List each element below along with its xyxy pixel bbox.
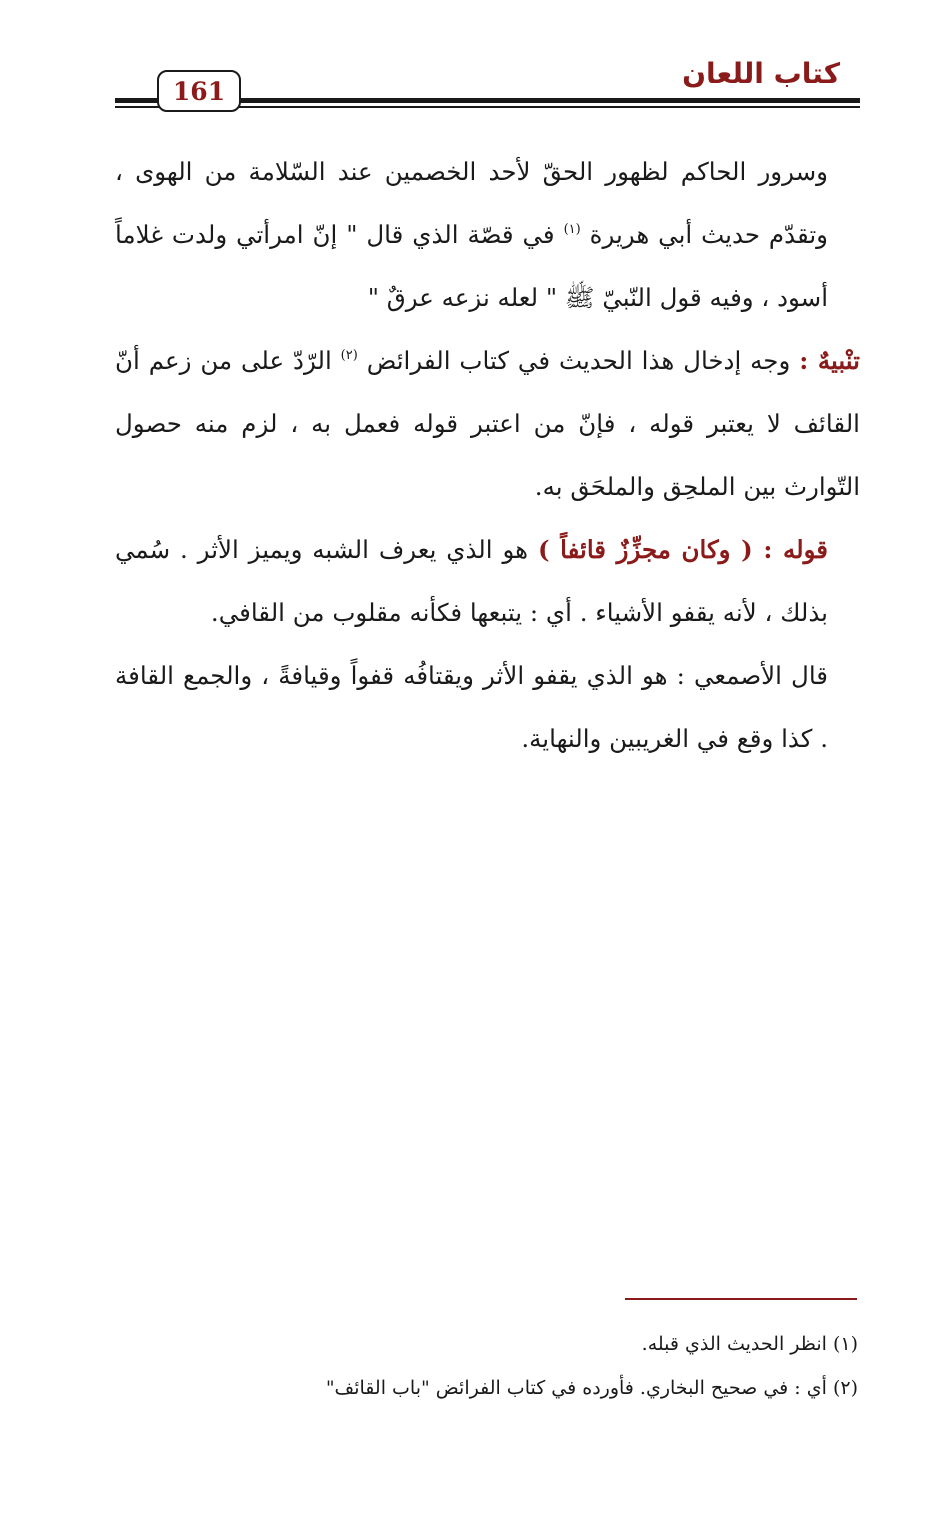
paragraph-1-text: وسرور الحاكم لظهور الحقّ لأحد الخصمين عند السّلامة من الهوى ، وتقدّم حديث أبي هريرة [115,157,828,249]
footnote-ref-1: (١) [563,222,581,237]
paragraph-2 [115,329,860,518]
paragraph-2-text-cont: الرّدّ على من زعم أنّ القائف لا يعتبر قوله ، فإنّ من اعتبر قوله فعمل به ، لزم منه حصول التّوارث بين الملحِق والملحَق به. [115,346,860,501]
paragraph-1-text-cont: في قصّة الذي قال " إنّ امرأتي ولدت غلاماً أسود ، وفيه قول النّبيّ ﷺ " لعله نزعه عرقٌ " [115,220,828,312]
footnote-ref-2: (٢) [340,348,358,363]
footnote-divider [625,1298,857,1300]
paragraph-2-text: وجه إدخال هذا الحديث في كتاب الفرائض [366,346,791,375]
paragraph-1 [115,140,860,329]
page-number: 161 [157,70,241,112]
footnotes [115,1322,858,1410]
paragraph-4: قال الأصمعي : هو الذي يقفو الأثر ويقتافُه قفواً وقيافةً ، والجمع القافة . كذا وقع في الغريبين والنهاية. [115,661,828,753]
footnote-1: (١) انظر الحديث الذي قبله. [641,1333,858,1355]
main-text [115,140,860,770]
paragraph-3 [115,518,860,644]
chapter-title: كتاب اللعان [682,57,840,90]
paragraph-3-text: هو الذي يعرف الشبه ويميز الأثر . سُمي بذلك ، لأنه يقفو الأشياء . أي : يتبعها فكأنه مقلوب من القافي. [115,535,828,627]
footnote-2: (٢) أي : في صحيح البخاري. فأورده في كتاب الفرائض "باب القائف" [325,1377,858,1399]
note-label: تنْبيهٌ : [799,346,861,375]
quote-label: قوله : ( وكان مجزِّزٌ قائفاً ) [537,535,828,564]
